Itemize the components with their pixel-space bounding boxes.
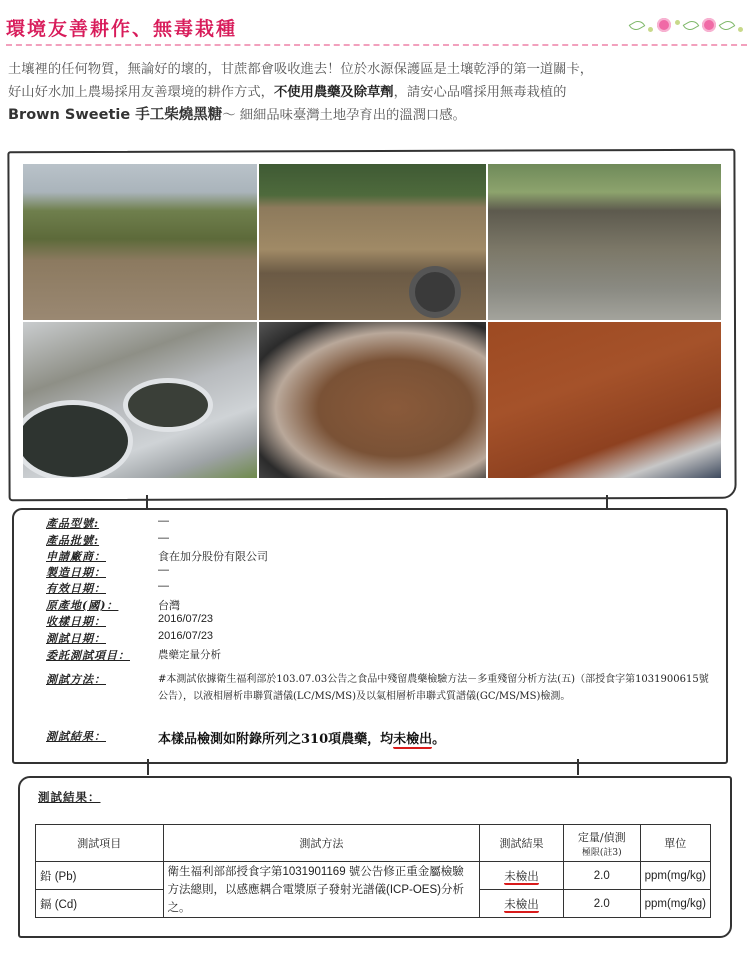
table-header-row [36, 825, 711, 862]
pot [123, 378, 213, 432]
field-label: 原產地(國)： [46, 599, 119, 612]
heavy-metal-results-table [35, 824, 711, 918]
cell-item: 鎘 (Cd) [36, 890, 164, 918]
header-text: 定量/偵測 [577, 830, 626, 844]
col-header-unit: 單位 [640, 825, 710, 862]
connector [577, 759, 579, 775]
intro-line-2 [8, 81, 748, 104]
leaf-icon [629, 18, 646, 33]
floral-decoration [630, 18, 743, 32]
header-text: 極限(註3) [581, 847, 622, 858]
field-value: 台灣 [158, 600, 180, 612]
cell-limit: 2.0 [563, 890, 640, 918]
flower-icon [702, 18, 716, 32]
photo-boiling-wok [259, 322, 486, 478]
small-flower-icon [675, 20, 680, 25]
intro-text: 好山好水加上農場採用友善環境的耕作方式， [8, 85, 274, 100]
col-header-limit [563, 825, 640, 862]
field-value: 2016/07/23 [158, 630, 214, 642]
field-value: — [158, 564, 169, 576]
field-label: 有效日期： [46, 582, 106, 595]
result-label: 測試結果： [46, 730, 106, 743]
result-statement [158, 728, 445, 747]
section-title: 環境友善耕作、無毒栽種 [6, 18, 238, 40]
photo-loaded-truck [259, 164, 486, 320]
flower-icon [657, 18, 671, 32]
field-value: — [158, 580, 169, 592]
method-text: #本測試依據衛生福利部於103.07.03公告之食品中殘留農藥檢驗方法－多重殘留分析方法(五)（部授食字第1031900615號公告），以液相層析串聯質譜儀(LC/MS/MS)及以氣相層析串聯式質譜儀(GC/MS/MS)檢測。 [158, 674, 709, 702]
col-header-method: 測試方法 [163, 825, 480, 862]
intro-line-3 [8, 104, 748, 127]
result-text: 。 [432, 732, 446, 747]
col-header-result: 測試結果 [480, 825, 564, 862]
cell-result [480, 862, 564, 890]
result-text: 本樣品檢測如附錄所列之310項農藥，均 [158, 732, 394, 747]
cell-unit: ppm(mg/kg) [640, 862, 710, 890]
pot [23, 400, 133, 478]
results-title: 測試結果： [38, 790, 101, 804]
connector [146, 495, 148, 509]
not-detected-highlight: 未檢出 [504, 898, 539, 911]
truck-wheel [409, 266, 461, 318]
cell-item: 鉛 (Pb) [36, 862, 164, 890]
cell-method: 衛生福利部部授食字第1031901169 號公告修正重金屬檢驗方法總則，以感應耦合電漿原子發射光譜儀(ICP-OES)分析之。 [163, 862, 480, 918]
cell-result [480, 890, 564, 918]
field-label: 產品批號: [46, 534, 100, 547]
small-flower-icon [648, 27, 653, 32]
field-label: 製造日期： [46, 566, 106, 579]
connector [606, 495, 608, 509]
no-pesticide-emphasis: 不使用農藥及除草劑 [273, 85, 394, 100]
field-label: 委託測試項目： [46, 649, 130, 662]
cell-unit: ppm(mg/kg) [640, 890, 710, 918]
field-label: 收樣日期： [46, 615, 106, 628]
photo-grid [23, 164, 721, 476]
not-detected-highlight: 未檢出 [393, 732, 433, 747]
cell-limit: 2.0 [563, 862, 640, 890]
not-detected-highlight: 未檢出 [504, 870, 539, 883]
dashed-divider [6, 44, 747, 46]
intro-line-1: 土壤裡的任何物質，無論好的壞的，甘蔗都會吸收進去！位於水源保護區是土壤乾淨的第一道關卡， [8, 62, 594, 77]
intro-paragraph [8, 58, 748, 127]
photo-sugar-drying [488, 322, 721, 478]
brand-name: Brown Sweetie 手工柴燒黑糖 [8, 107, 223, 123]
field-value: 2016/07/23 [158, 613, 214, 625]
field-label: 測試日期： [46, 632, 106, 645]
field-value: — [158, 532, 169, 544]
leaf-icon [683, 18, 700, 33]
field-label: 產品型號: [46, 517, 100, 530]
field-label: 申請廠商： [46, 550, 106, 563]
field-value: 農藥定量分析 [158, 649, 221, 661]
report-frame [12, 508, 728, 764]
photo-boiling-pots [23, 322, 257, 478]
field-value: — [158, 515, 169, 527]
small-flower-icon [738, 27, 743, 32]
photo-unloading [488, 164, 721, 320]
intro-text: ，請安心品嚐採用無毒栽植的 [393, 85, 567, 100]
intro-text: ～ 細細品味臺灣土地孕育出的溫潤口感。 [222, 108, 466, 123]
method-label: 測試方法： [46, 673, 106, 686]
leaf-icon [719, 18, 736, 33]
connector [147, 759, 149, 775]
table-row [36, 862, 711, 890]
field-value: 食在加分股份有限公司 [158, 551, 268, 563]
photo-sugarcane-field [23, 164, 257, 320]
col-header-item: 測試項目 [36, 825, 164, 862]
